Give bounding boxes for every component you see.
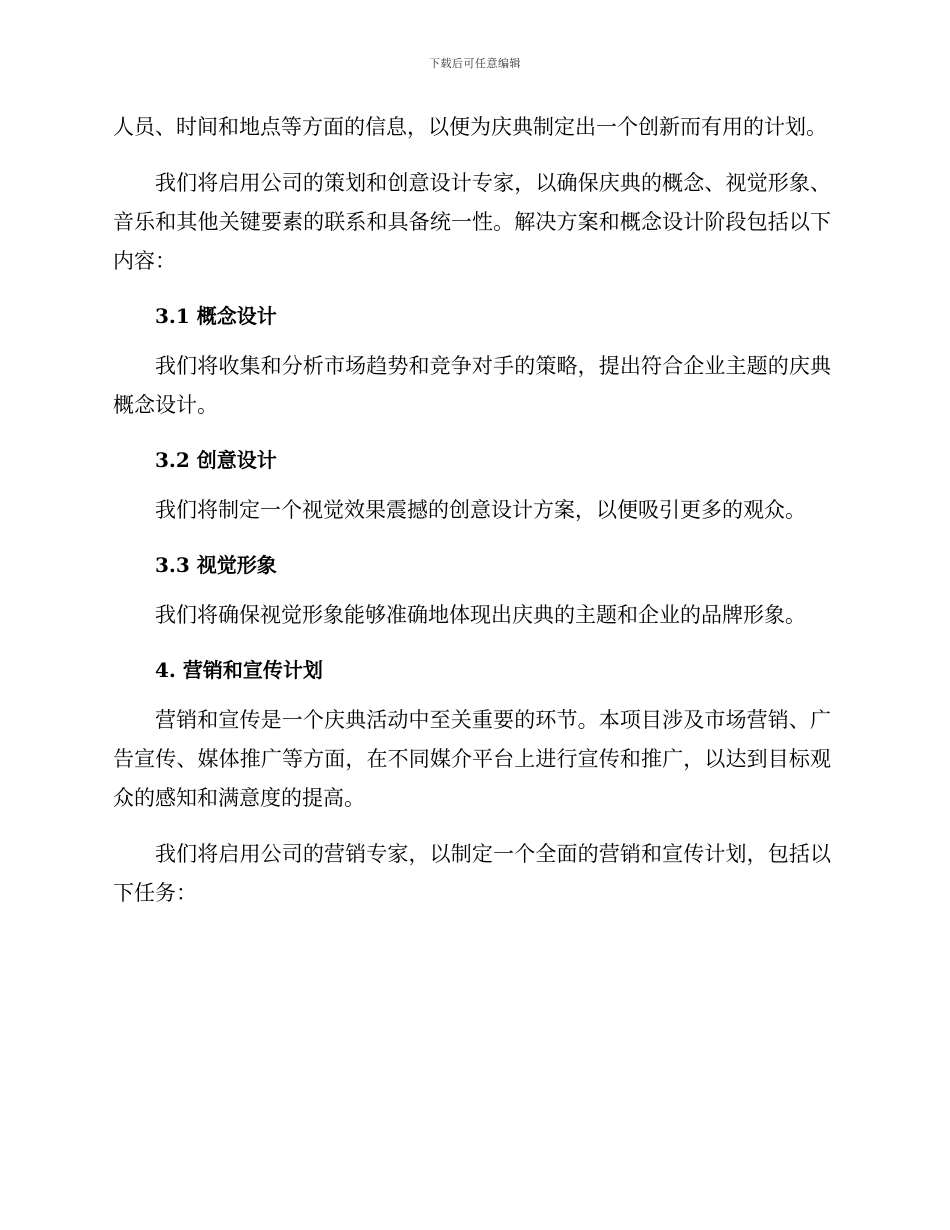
paragraph: 我们将收集和分析市场趋势和竞争对手的策略，提出符合企业主题的庆典概念设计。 [113, 354, 831, 417]
section-heading: 3.2 创意设计 [155, 448, 277, 472]
section-heading: 4. 营销和宣传计划 [155, 658, 323, 682]
paragraph: 我们将确保视觉形象能够准确地体现出庆典的主题和企业的品牌形象。 [155, 603, 806, 627]
section-heading: 3.3 视觉形象 [155, 553, 277, 577]
section-heading: 3.1 概念设计 [155, 304, 277, 328]
paragraph: 我们将制定一个视觉效果震撼的创意设计方案，以便吸引更多的观众。 [155, 498, 806, 522]
paragraph: 人员、时间和地点等方面的信息，以便为庆典制定出一个创新而有用的计划。 [113, 115, 827, 139]
paragraph: 我们将启用公司的营销专家，以制定一个全面的营销和宣传计划，包括以下任务： [113, 842, 831, 905]
page-header: 下载后可任意编辑 [429, 57, 521, 70]
paragraph: 我们将启用公司的策划和创意设计专家，以确保庆典的概念、视觉形象、音乐和其他关键要素的联系和具备统一性。解决方案和概念设计阶段包括以下内容： [113, 171, 831, 273]
document-body [113, 108, 831, 930]
paragraph: 营销和宣传是一个庆典活动中至关重要的环节。本项目涉及市场营销、广告宣传、媒体推广等方面，在不同媒介平台上进行宣传和推广，以达到目标观众的感知和满意度的提高。 [113, 708, 831, 810]
